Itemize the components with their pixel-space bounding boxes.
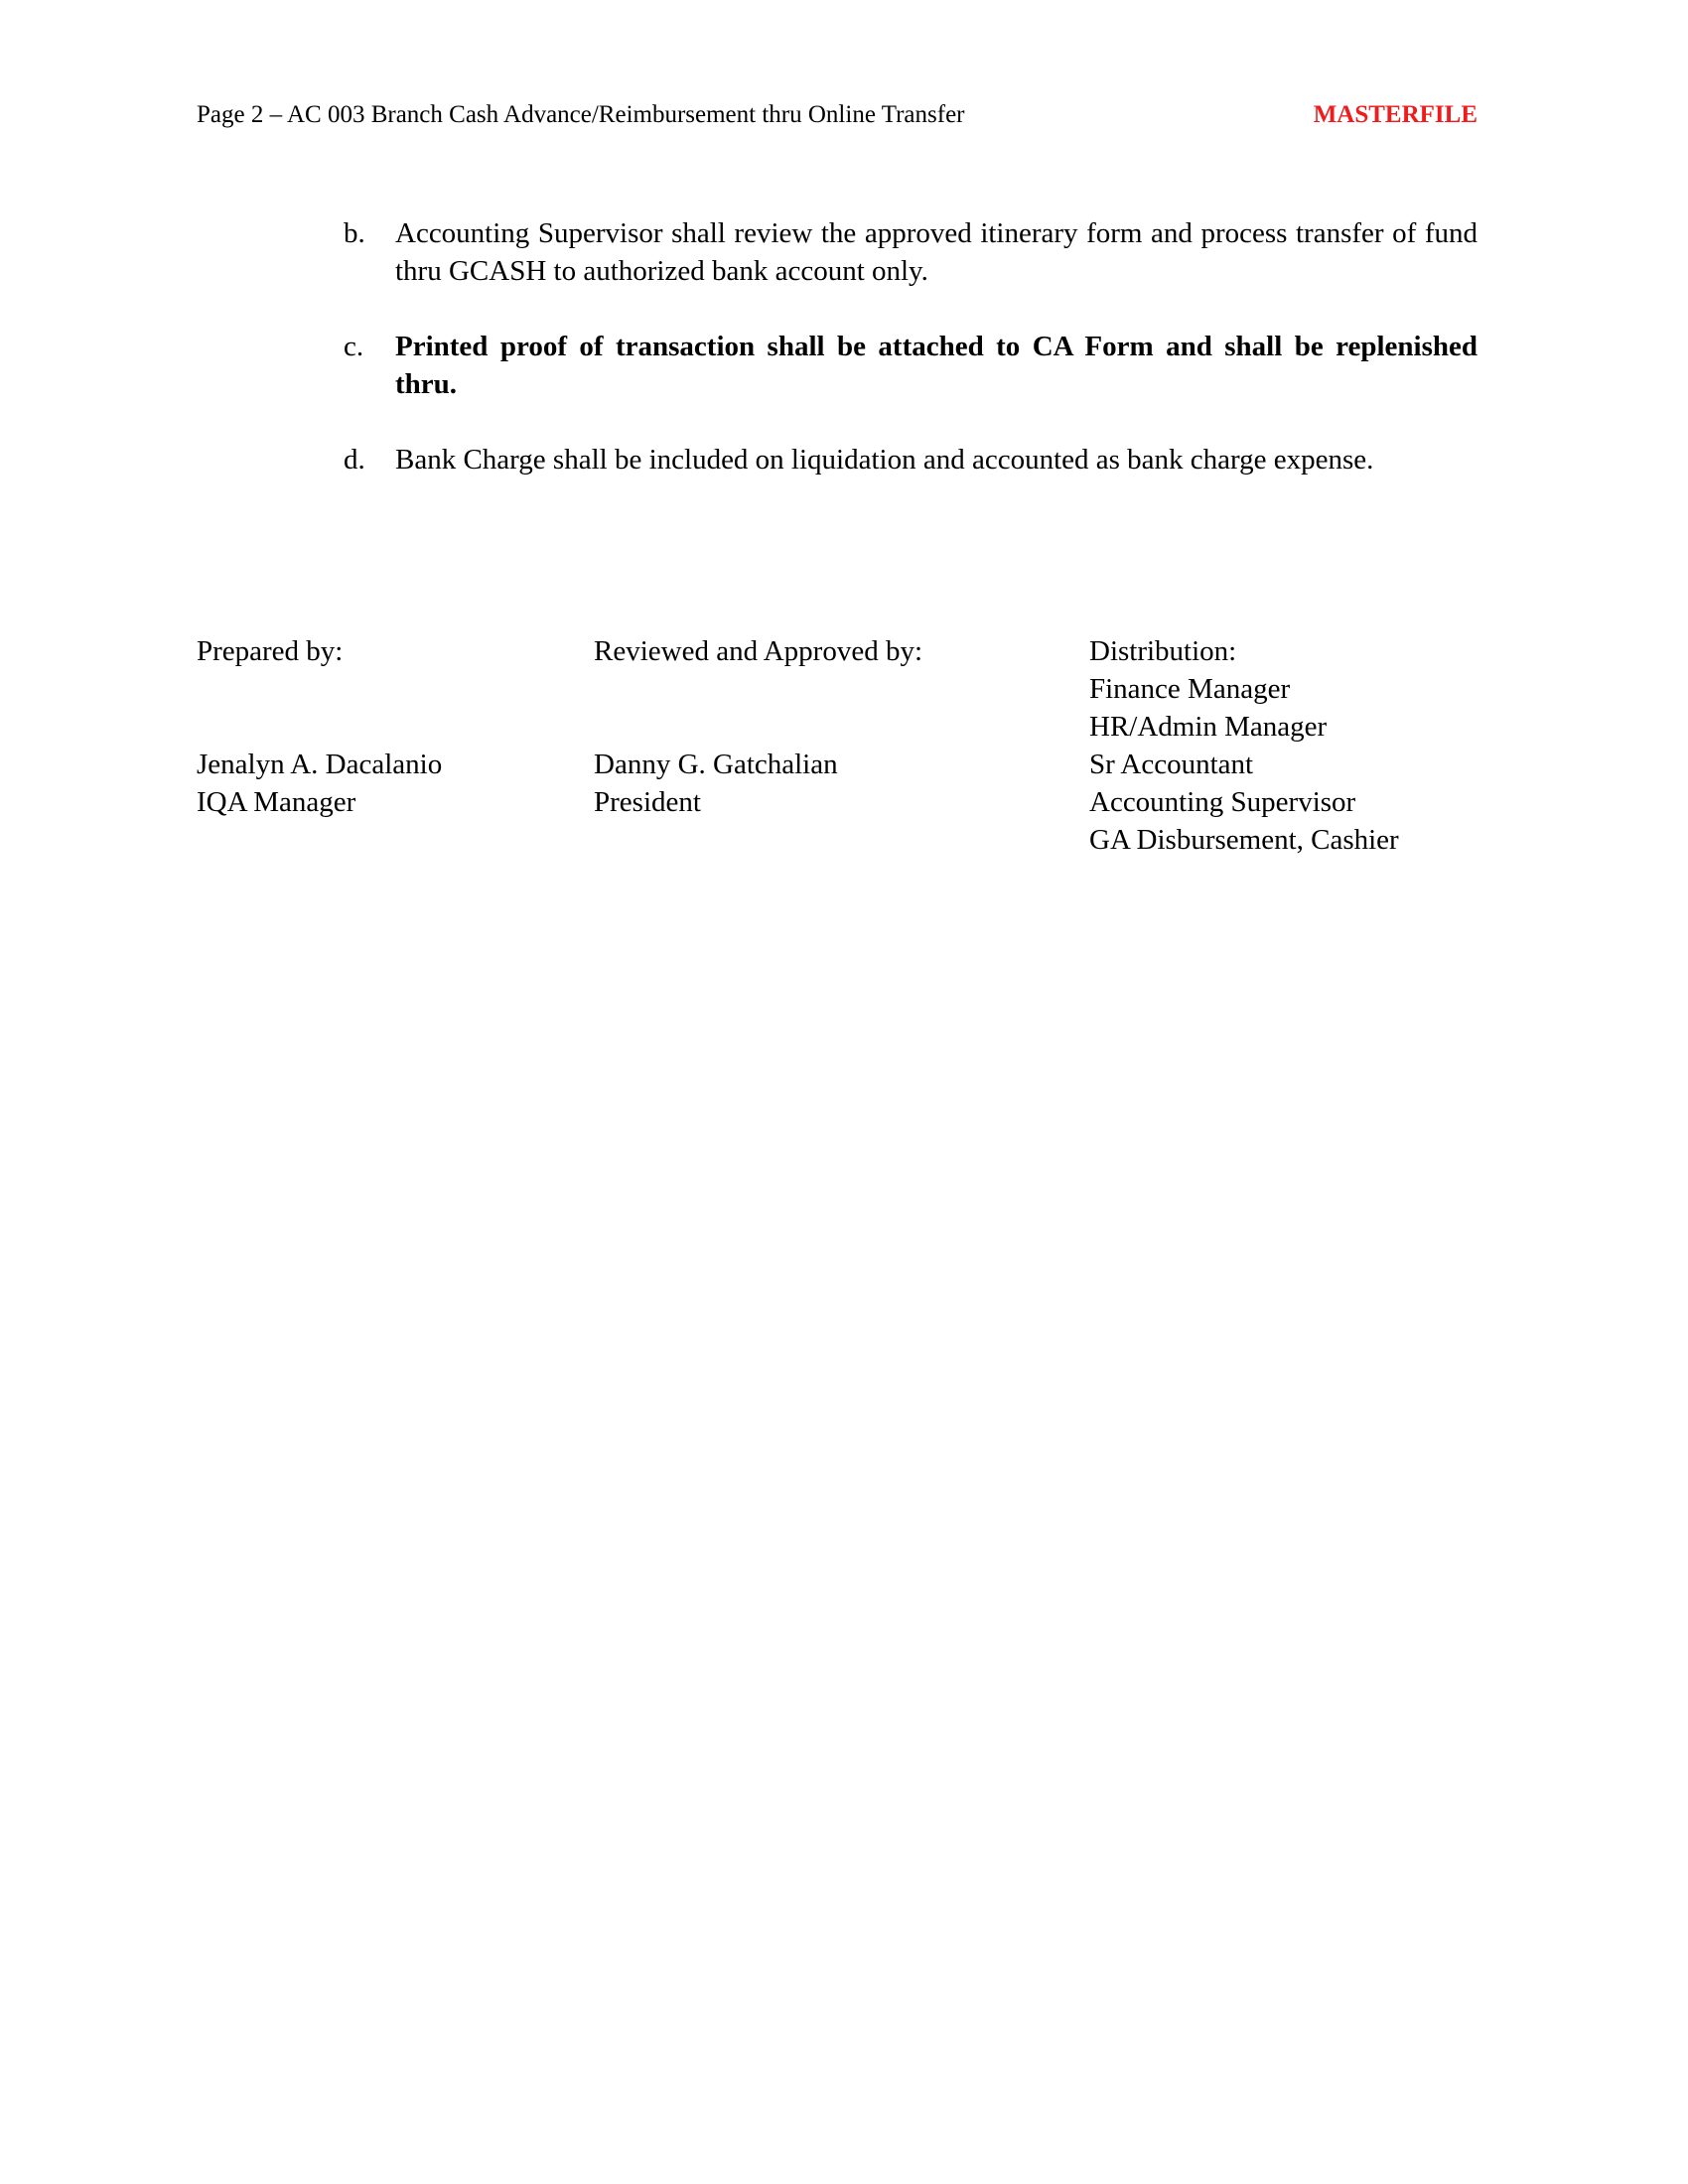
- distribution-recipient: Finance Manager: [1089, 673, 1291, 705]
- distribution-recipient: Accounting Supervisor: [1089, 786, 1356, 818]
- list-item-marker: b.: [344, 217, 365, 249]
- prepared-by-label: Prepared by:: [197, 635, 344, 667]
- reviewed-by-column: [594, 632, 922, 821]
- preparer-name: Jenalyn A. Dacalanio: [197, 749, 443, 780]
- list-item-text: Printed proof of transaction shall be attached to CA Form and shall be replenished thru.: [395, 331, 1477, 400]
- prepared-by-column: [197, 632, 442, 821]
- list-item-d: [344, 441, 1477, 478]
- distribution-recipient: HR/Admin Manager: [1089, 711, 1328, 743]
- list-item-b: [344, 214, 1477, 290]
- header-title: Page 2 – AC 003 Branch Cash Advance/Reimbursement thru Online Transfer: [197, 101, 965, 128]
- page-header: [197, 97, 1477, 133]
- reviewed-by-label: Reviewed and Approved by:: [594, 635, 923, 667]
- list-item-marker: d.: [344, 444, 365, 476]
- preparer-title: IQA Manager: [197, 786, 356, 818]
- approver-name: Danny G. Gatchalian: [594, 749, 838, 780]
- distribution-column: [1089, 632, 1399, 859]
- approver-title: President: [594, 786, 701, 818]
- masterfile-label: MASTERFILE: [1313, 101, 1477, 128]
- list-item-c: [344, 328, 1477, 403]
- distribution-label: Distribution:: [1089, 635, 1237, 667]
- distribution-recipient: GA Disbursement, Cashier: [1089, 824, 1399, 856]
- list-item-text: Accounting Supervisor shall review the approved itinerary form and process transfer of fund thru GCASH to authorized bank account only.: [395, 217, 1477, 287]
- list-item-marker: c.: [344, 331, 364, 362]
- distribution-recipient: Sr Accountant: [1089, 749, 1254, 780]
- list-item-text: Bank Charge shall be included on liquidation and accounted as bank charge expense.: [395, 444, 1374, 476]
- procedure-list: [344, 214, 1477, 516]
